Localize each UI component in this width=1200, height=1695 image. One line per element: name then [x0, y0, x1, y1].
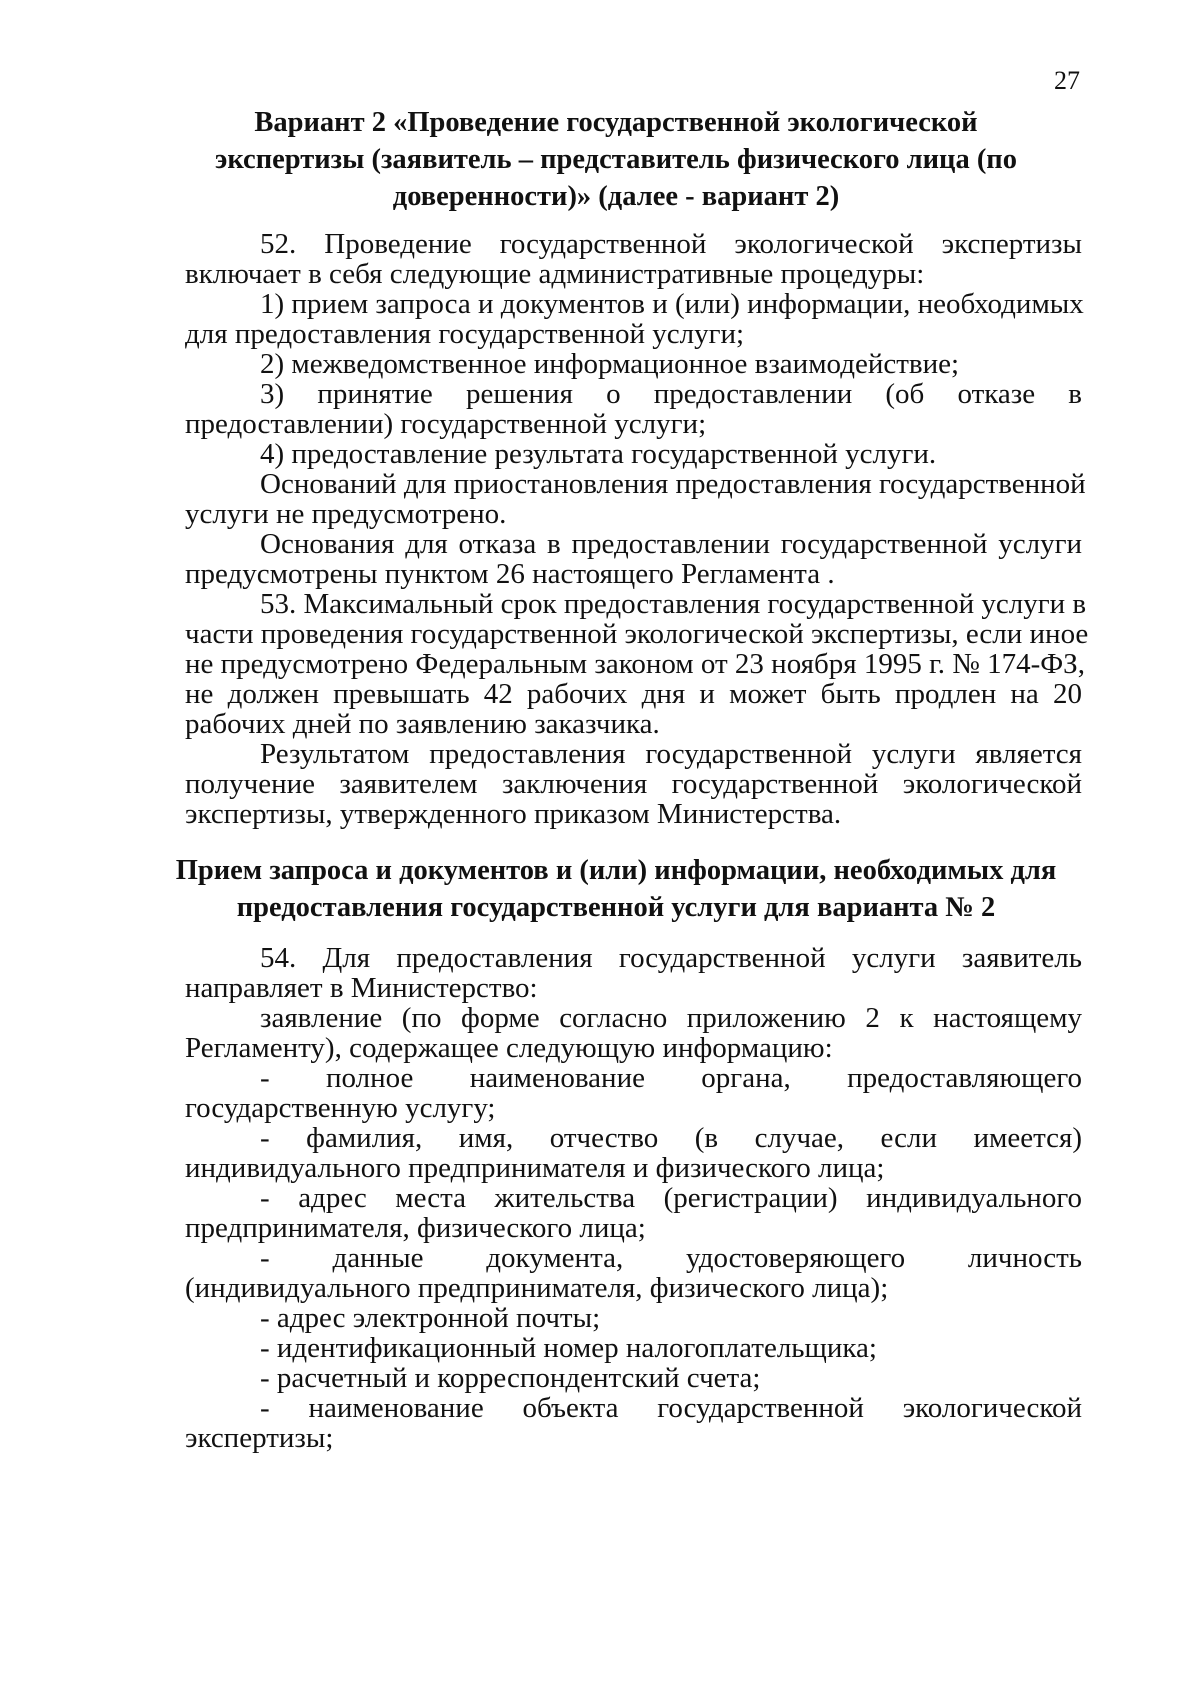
suspension-paragraph-line: услуги не предусмотрено.: [185, 498, 507, 530]
section-title-line: Вариант 2 «Проведение государственной экологической: [254, 107, 978, 138]
paragraph-53-line: 53. Максимальный срок предоставления государственной услуги в: [260, 588, 1087, 620]
list-item-1-line: 1) прием запроса и документов и (или) информации, необходимых: [260, 288, 1084, 320]
subsection-title: [150, 852, 1082, 926]
info-item-line: индивидуального предпринимателя и физического лица;: [185, 1152, 885, 1184]
section-title: [150, 104, 1082, 215]
subsection-title-line: Прием запроса и документов и (или) информации, необходимых для: [175, 855, 1057, 886]
result-paragraph-line: Результатом предоставления государственной услуги является: [260, 738, 1082, 770]
paragraph-54-line: направляет в Министерство:: [185, 972, 538, 1004]
list-item-2: 2) межведомственное информационное взаимодействие;: [260, 348, 960, 380]
paragraph-53-line: не предусмотрено Федеральным законом от 23 ноября 1995 г. № 174-ФЗ,: [185, 648, 1085, 680]
paragraph-53-line: части проведения государственной экологической экспертизы, если иное: [185, 618, 1089, 650]
application-paragraph-line: Регламенту), содержащее следующую информацию:: [185, 1032, 833, 1064]
refusal-paragraph-line: предусмотрены пунктом 26 настоящего Регламента .: [185, 558, 835, 590]
paragraph-53-line: не должен превышать 42 рабочих дня и может быть продлен на 20: [185, 678, 1082, 710]
application-paragraph-line: заявление (по форме согласно приложению 2 к настоящему: [260, 1002, 1082, 1034]
info-item-line: - расчетный и корреспондентский счета;: [260, 1362, 761, 1394]
info-item-line: предпринимателя, физического лица;: [185, 1212, 646, 1244]
info-item-line: экспертизы;: [185, 1422, 334, 1454]
paragraph-54-line: 54. Для предоставления государственной услуги заявитель: [260, 942, 1082, 974]
paragraph-53-line: рабочих дней по заявлению заказчика.: [185, 708, 660, 740]
list-item-1-line: для предоставления государственной услуги;: [185, 318, 745, 350]
paragraph-52-line: 52. Проведение государственной экологической экспертизы: [260, 228, 1082, 260]
suspension-paragraph-line: Оснований для приостановления предоставления государственной: [260, 468, 1086, 500]
info-item-line: - данные документа, удостоверяющего личность: [260, 1242, 1082, 1274]
result-paragraph-line: экспертизы, утвержденного приказом Министерства.: [185, 798, 842, 830]
info-item-line: (индивидуального предпринимателя, физического лица);: [185, 1272, 889, 1304]
info-item-line: - фамилия, имя, отчество (в случае, если имеется): [260, 1122, 1082, 1154]
info-item-line: - наименование объекта государственной экологической: [260, 1392, 1082, 1424]
info-item-line: государственную услугу;: [185, 1092, 496, 1124]
list-item-3-line: предоставлении) государственной услуги;: [185, 408, 707, 440]
paragraph-52-line: включает в себя следующие административные процедуры:: [185, 258, 925, 290]
info-item-line: - идентификационный номер налогоплательщика;: [260, 1332, 877, 1364]
list-item-3-line: 3) принятие решения о предоставлении (об отказе в: [260, 378, 1082, 410]
page-number: 27: [1054, 66, 1080, 95]
result-paragraph-line: получение заявителем заключения государственной экологической: [185, 768, 1082, 800]
list-item-4: 4) предоставление результата государственной услуги.: [260, 438, 937, 470]
info-item-line: - полное наименование органа, предоставляющего: [260, 1062, 1082, 1094]
section-title-line: экспертизы (заявитель – представитель физического лица (по: [215, 144, 1017, 175]
section-title-line: доверенности)» (далее - вариант 2): [392, 181, 840, 212]
subsection-title-line: предоставления государственной услуги для варианта № 2: [236, 892, 996, 923]
info-item-line: - адрес электронной почты;: [260, 1302, 601, 1334]
refusal-paragraph-line: Основания для отказа в предоставлении государственной услуги: [260, 528, 1082, 560]
info-item-line: - адрес места жительства (регистрации) индивидуального: [260, 1182, 1082, 1214]
